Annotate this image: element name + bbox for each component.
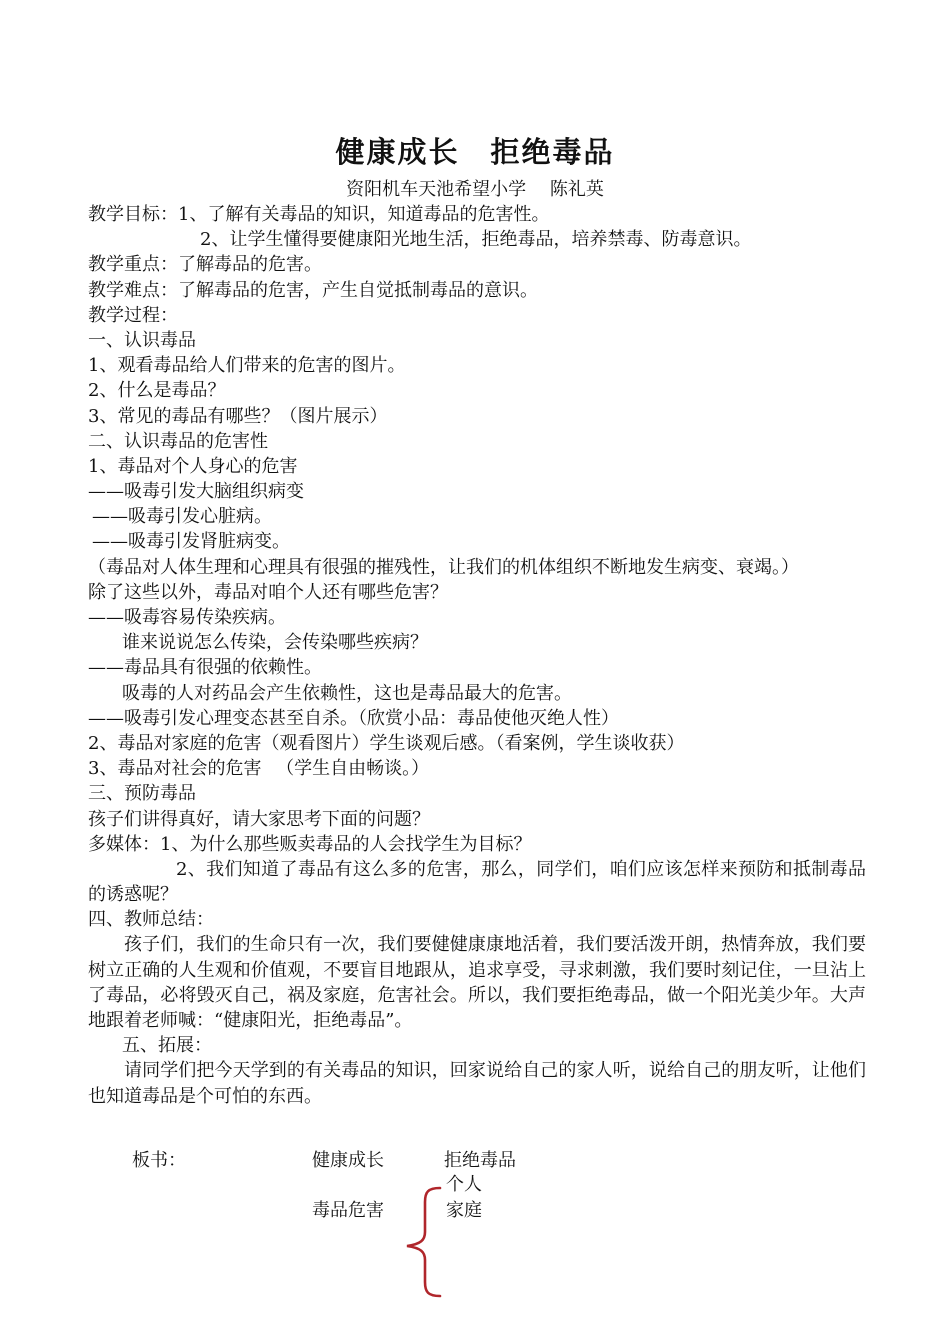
infection-question: 谁来说说怎么传染，会传染哪些疾病？ — [122, 632, 428, 654]
dependence-explanation: 吸毒的人对药品会产生依赖性，这也是毒品最大的危害。 — [122, 682, 572, 704]
section-2-heading: 二、认识毒品的危害性 — [88, 430, 268, 452]
board-brace — [395, 1182, 455, 1302]
section-2-item-2: 2、毒品对家庭的危害（观看图片）学生谈观后感。（看案例，学生谈收获） — [88, 732, 685, 754]
lesson-plan-body — [88, 202, 866, 1109]
harm-kidney: ——吸毒引发肾脏病变。 — [92, 531, 290, 553]
section-3-heading: 三、预防毒品 — [88, 783, 196, 805]
section-3-intro: 孩子们讲得真好，请大家思考下面的问题？ — [88, 808, 430, 830]
harm-heart: ——吸毒引发心脏病。 — [92, 506, 272, 528]
board-title: 健康成长 — [312, 1150, 384, 1171]
teacher-summary: 孩子们，我们的生命只有一次，我们要健健康康地活着，我们要活泼开朗，热情奔放，我们要树立正确的人生观和价值观，不要盲目地跟从，追求享受，寻求刺激，我们要时刻记住，一旦沾上了毒品，必将毁灭自己，祸及家庭，危害社会。所以，我们要拒绝毒品，做一个阳光美少年。大声地跟着老师喊：“健康阳光，拒绝毒品”。 — [88, 934, 866, 1032]
multimedia-question-1: 多媒体：1、为什么那些贩卖毒品的人会找学生为目标？ — [88, 833, 532, 855]
document-title: 健康成长 拒绝毒品 — [335, 135, 615, 169]
harm-dependence: ——毒品具有很强的依赖性。 — [88, 657, 322, 679]
extension-text: 请同学们把今天学到的有关毒品的知识，回家说给自己的家人听，说给自己的朋友听，让他们也知道毒品是个可怕的东西。 — [88, 1060, 866, 1107]
section-1-item-3: 3、常见的毒品有哪些？（图片展示） — [88, 405, 388, 427]
teaching-process-heading: 教学过程： — [88, 304, 178, 326]
section-5-heading: 五、拓展： — [122, 1035, 212, 1057]
board-branch-individual: 个人 — [446, 1174, 482, 1195]
board-branch-label: 毒品危害 — [312, 1200, 384, 1221]
teaching-difficulty: 教学难点：了解毒品的危害，产生自觉抵制毒品的意识。 — [88, 279, 538, 301]
harm-note: （毒品对人体生理和心理具有很强的摧残性，让我们的机体组织不断地发生病变、衰竭。） — [88, 556, 799, 578]
section-1-heading: 一、认识毒品 — [88, 329, 196, 351]
author-line: 资阳机车天池希望小学 陈礼英 — [346, 179, 604, 200]
board-label: 板书： — [132, 1150, 186, 1171]
board-subtitle: 拒绝毒品 — [444, 1150, 516, 1171]
section-1-item-2: 2、什么是毒品？ — [88, 380, 226, 402]
section-1-item-1: 1、观看毒品给人们带来的危害的图片。 — [88, 355, 406, 377]
board-branch-family: 家庭 — [446, 1200, 482, 1221]
harm-brain: ——吸毒引发大脑组织病变 — [88, 481, 304, 503]
other-harms-question: 除了这些以外，毒品对咱个人还有哪些危害？ — [88, 581, 448, 603]
section-2-item-3: 3、毒品对社会的危害 （学生自由畅谈。） — [88, 758, 430, 780]
teaching-focus: 教学重点：了解毒品的危害。 — [88, 254, 322, 276]
harm-infection: ——吸毒容易传染疾病。 — [88, 607, 286, 629]
section-2-item-1: 1、毒品对个人身心的危害 — [88, 455, 298, 477]
harm-psychology: ——吸毒引发心理变态甚至自杀。（欣赏小品：毒品使他灭绝人性） — [88, 707, 619, 729]
teaching-goal-1: 教学目标：1、了解有关毒品的知识，知道毒品的危害性。 — [88, 204, 550, 225]
section-4-heading: 四、教师总结： — [88, 909, 214, 931]
multimedia-question-2: 2、我们知道了毒品有这么多的危害，那么，同学们，咱们应该怎样来预防和抵制毒品的诱惑呢？ — [88, 858, 866, 906]
teaching-goal-2: 2、让学生懂得要健康阳光地生活，拒绝毒品，培养禁毒、防毒意识。 — [200, 229, 752, 251]
